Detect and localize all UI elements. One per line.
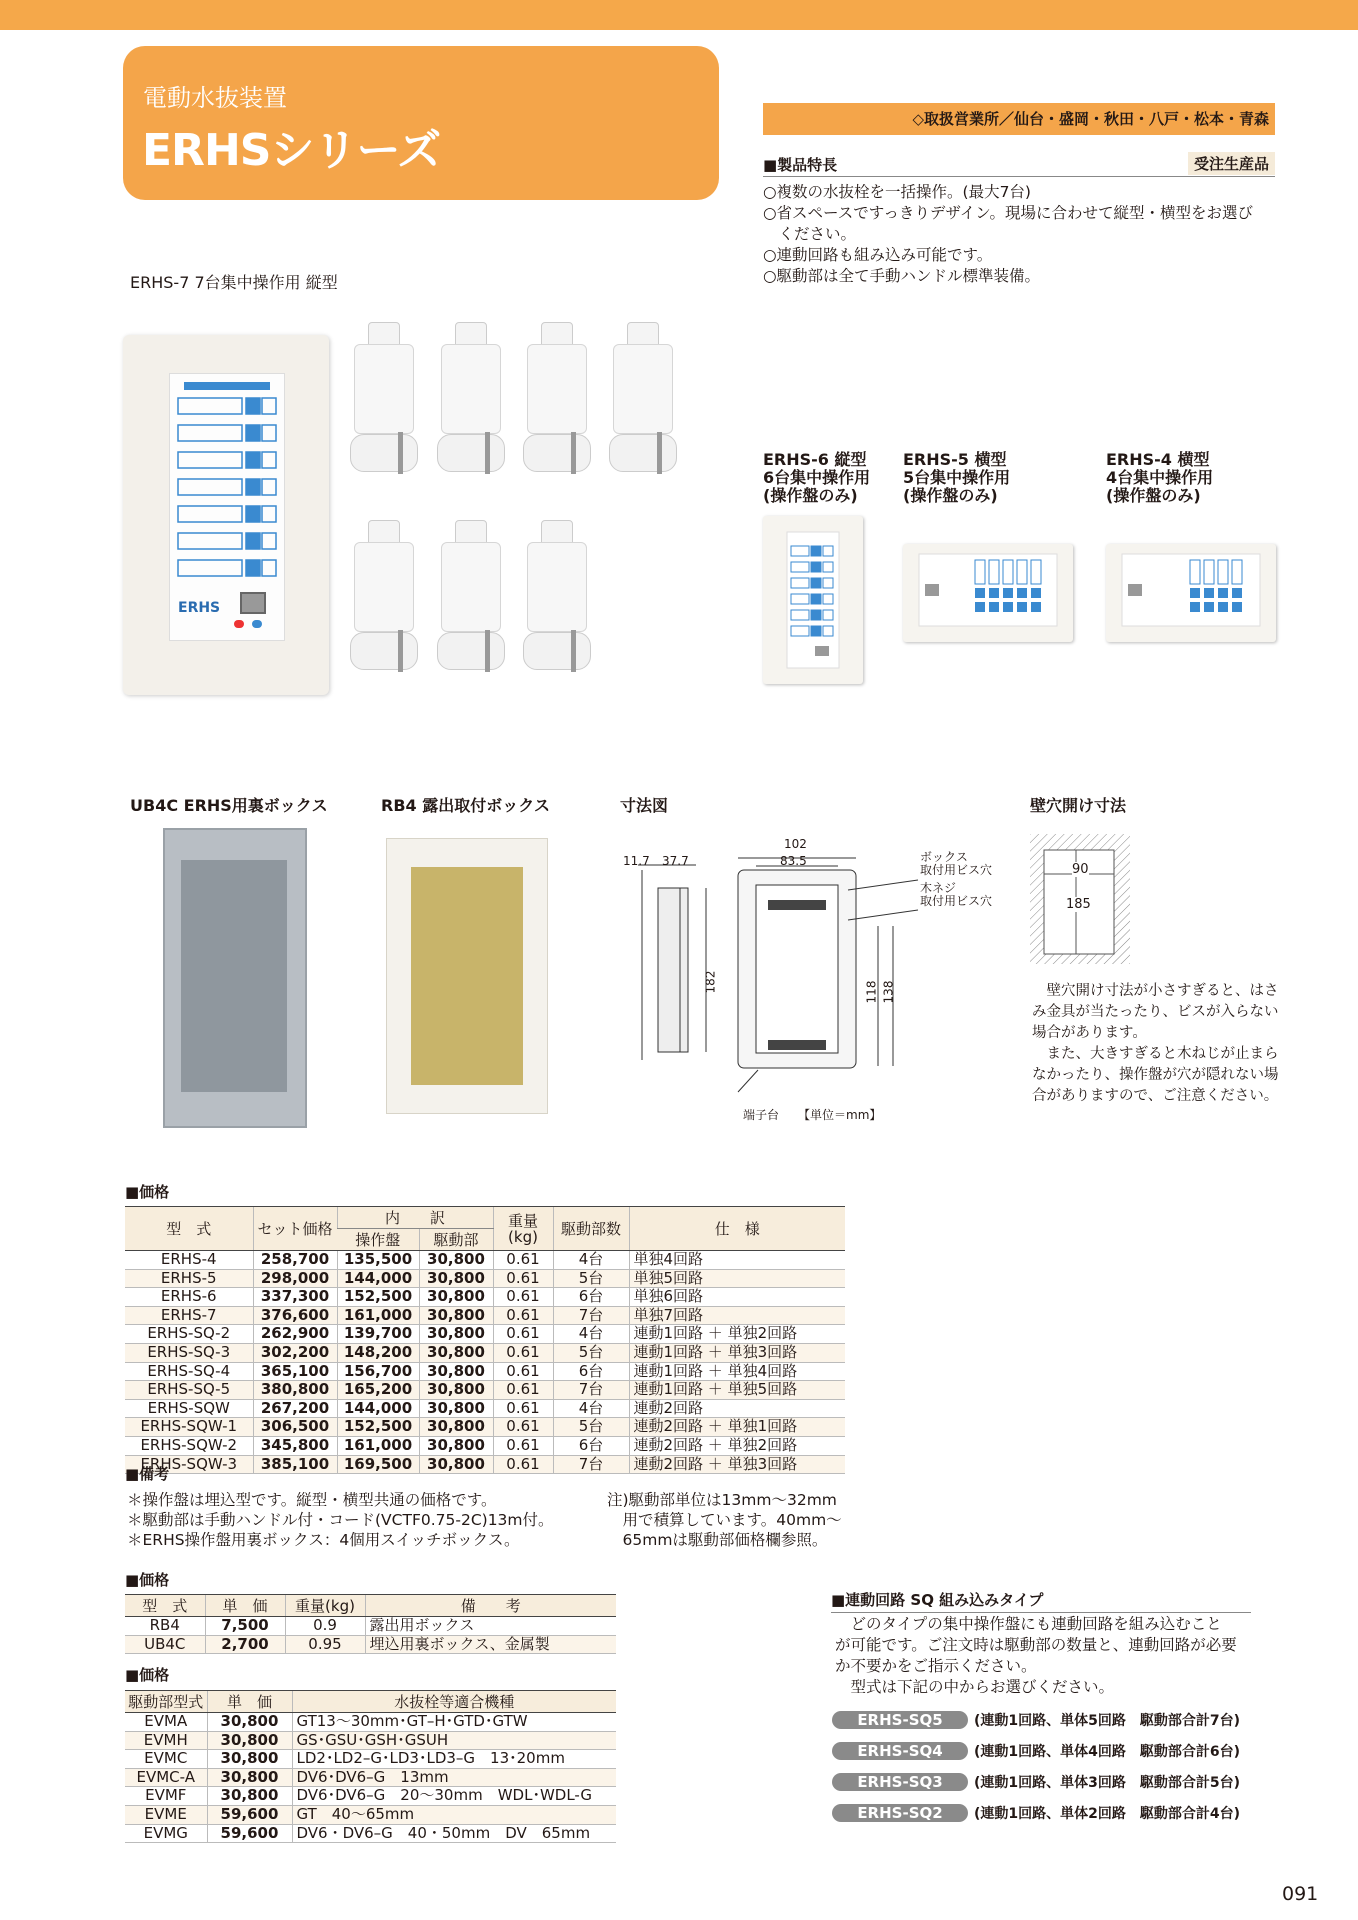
table-cell: 30,800 (419, 1306, 493, 1325)
table-cell: 169,500 (337, 1455, 419, 1474)
table-cell: 0.61 (493, 1306, 553, 1325)
table-row (125, 1399, 845, 1418)
col-breakdown: 内 訳 (337, 1207, 493, 1229)
panel-led-blue (252, 620, 262, 628)
features-list (763, 182, 1278, 287)
ub4c-box-image (163, 828, 307, 1128)
table-cell: 連動1回路 ＋ 単独3回路 (629, 1343, 845, 1362)
table-cell: 5台 (553, 1269, 629, 1288)
price-table-main (125, 1206, 845, 1474)
table-cell: ERHS-SQ-2 (125, 1325, 253, 1344)
unit-label: 【単位＝mm】 (798, 1108, 882, 1122)
table-cell: 30,800 (207, 1787, 292, 1806)
col-spec: 仕 様 (629, 1207, 845, 1251)
erhs4-caption: ERHS-4 横型 4台集中操作用 (操作盤のみ) (1106, 450, 1214, 505)
sq-type-row: ERHS-SQ5 (連動1回路、単体5回路 駆動部合計7台) (832, 1710, 1240, 1730)
table-cell: 30,800 (419, 1269, 493, 1288)
dimension-caption: 寸法図 (620, 796, 669, 815)
drive-unit-image (350, 322, 416, 487)
table-cell: 6台 (553, 1436, 629, 1455)
panel-header-strip (184, 382, 270, 390)
dim-118: 118 (864, 980, 879, 1004)
table-cell: 0.61 (493, 1251, 553, 1270)
sq-type-row: ERHS-SQ4 (連動1回路、単体4回路 駆動部合計6台) (832, 1741, 1240, 1761)
rb4-caption: RB4 露出取付ボックス (381, 796, 551, 815)
table-cell: 376,600 (253, 1306, 337, 1325)
erhs6-panel-image (763, 516, 863, 684)
table-cell: 161,000 (337, 1436, 419, 1455)
col-note: 備 考 (365, 1595, 616, 1617)
table-cell: 30,800 (207, 1750, 292, 1769)
table-cell: DV6･DV6–G 13mm (292, 1768, 616, 1787)
table-cell: 5台 (553, 1418, 629, 1437)
table-cell: 144,000 (337, 1399, 419, 1418)
table-cell: 30,800 (419, 1362, 493, 1381)
table-row (125, 1362, 845, 1381)
table-cell: 30,800 (207, 1713, 292, 1732)
table-cell: ERHS-SQW-3 (125, 1455, 253, 1474)
table-cell: EVMH (125, 1731, 207, 1750)
table-cell: ERHS-5 (125, 1269, 253, 1288)
table-cell: 埋込用裏ボックス、金属製 (365, 1635, 616, 1654)
wall-width: 90 (1072, 862, 1089, 877)
panel-logo: ERHS (178, 600, 221, 616)
table-cell: 0.61 (493, 1269, 553, 1288)
table-cell: 露出用ボックス (365, 1617, 616, 1636)
made-to-order-badge: 受注生産品 (1188, 152, 1275, 175)
sq-type-list (832, 1710, 1240, 1823)
col-drive-price: 駆動部 (419, 1229, 493, 1251)
drive-unit-image (523, 520, 589, 685)
col-drive-model: 駆動部型式 (125, 1691, 207, 1713)
feature-item: ○連動回路も組み込み可能です。 (763, 246, 993, 264)
feature-item: ○省スペースですっきりデザイン。現場に合わせて縦型・横型をお選び (763, 204, 1253, 222)
table-cell: 連動2回路 ＋ 単独1回路 (629, 1418, 845, 1437)
table-cell: ERHS-4 (125, 1251, 253, 1270)
remarks-heading: ■備考 (125, 1465, 170, 1483)
table-cell: 144,000 (337, 1269, 419, 1288)
table-cell: 0.61 (493, 1288, 553, 1307)
drive-unit-image (523, 322, 589, 487)
ub4c-caption: UB4C ERHS用裏ボックス (130, 796, 328, 815)
erhs5-caption: ERHS-5 横型 5台集中操作用 (操作盤のみ) (903, 450, 1011, 505)
table-cell: 337,300 (253, 1288, 337, 1307)
table-cell: GT13〜30mm･GT–H･GTD･GTW (292, 1713, 616, 1732)
table-row (125, 1381, 845, 1400)
sq-type-row: ERHS-SQ2 (連動1回路、単体2回路 駆動部合計4台) (832, 1803, 1240, 1823)
table-cell: ERHS-SQ-4 (125, 1362, 253, 1381)
table-cell: ERHS-SQ-5 (125, 1381, 253, 1400)
table-cell: 単独7回路 (629, 1306, 845, 1325)
panel-switch-rows (176, 396, 278, 586)
table-cell: 30,800 (419, 1343, 493, 1362)
drive-unit-image (350, 520, 416, 685)
col-model: 型 式 (125, 1595, 205, 1617)
table-cell: 59,600 (207, 1824, 292, 1843)
table-row (125, 1288, 845, 1307)
table-cell: 267,200 (253, 1399, 337, 1418)
price-table-boxes (125, 1594, 616, 1654)
table-row (125, 1750, 616, 1769)
panel-led-red (234, 620, 244, 628)
table-cell: 30,800 (419, 1381, 493, 1400)
table-cell: 2,700 (205, 1635, 285, 1654)
table-cell: ERHS-SQW-2 (125, 1436, 253, 1455)
panel-power-switch (240, 592, 266, 614)
col-set-price: セット価格 (253, 1207, 337, 1251)
col-price: 単 価 (207, 1691, 292, 1713)
table-row (125, 1768, 616, 1787)
table-cell: ERHS-SQW (125, 1399, 253, 1418)
table-cell: 345,800 (253, 1436, 337, 1455)
table-cell: EVMC (125, 1750, 207, 1769)
table-cell: EVMA (125, 1713, 207, 1732)
table-cell: 302,200 (253, 1343, 337, 1362)
remarks-left: ＊操作盤は埋込型です。縦型・横型共通の価格です。 ＊駆動部は手動ハンドル付・コード(VCTF0.75-2C)13m付。 ＊ERHS操作盤用裏ボックス：4個用スイッチボックス。 (127, 1491, 554, 1549)
wall-hole-note: 壁穴開け寸法が小さすぎると、はさ み金具が当たったり、ビスが入らない 場合があります。 また、大きすぎると木ねじが止まら なかったり、操作盤が穴が隠れない場 合がありますので、ご注意ください。 (1032, 983, 1279, 1104)
table-cell: 0.61 (493, 1343, 553, 1362)
top-accent-bar (0, 0, 1358, 30)
features-heading-row (763, 152, 1275, 177)
dim-102: 102 (784, 837, 807, 851)
table-cell: EVMG (125, 1824, 207, 1843)
table-cell: UB4C (125, 1635, 205, 1654)
table-cell: 258,700 (253, 1251, 337, 1270)
erhs4-panel-image (1106, 544, 1276, 642)
dim-182: 182 (703, 970, 718, 994)
table-cell: 30,800 (207, 1731, 292, 1750)
sq-heading: ■連動回路 SQ 組み込みタイプ (831, 1589, 1251, 1613)
erhs6-caption: ERHS-6 縦型 6台集中操作用 (操作盤のみ) (763, 450, 871, 505)
table-row (125, 1325, 845, 1344)
remarks-right: 注)駆動部単位は13mm〜32mm 用で積算しています。40mm〜 65mmは駆動部価格欄参照。 (607, 1491, 842, 1549)
price1-heading: ■価格 (125, 1183, 170, 1201)
dim-83-5: 83.5 (780, 854, 807, 868)
table-cell: 152,500 (337, 1418, 419, 1437)
table-cell: 7台 (553, 1455, 629, 1474)
table-cell: 4台 (553, 1325, 629, 1344)
drive-unit-image (609, 322, 675, 487)
table-row (125, 1635, 616, 1654)
table-cell: 30,800 (419, 1288, 493, 1307)
table-cell: 0.61 (493, 1325, 553, 1344)
table-cell: GT 40〜65mm (292, 1805, 616, 1824)
table-row (125, 1269, 845, 1288)
feature-item: ○駆動部は全て手動ハンドル標準装備。 (763, 267, 1041, 285)
col-weight: 重量(kg) (285, 1595, 365, 1617)
table-cell: 6台 (553, 1362, 629, 1381)
table-cell: 連動2回路 ＋ 単独2回路 (629, 1436, 845, 1455)
table-cell: 30,800 (419, 1399, 493, 1418)
table-cell: 0.61 (493, 1436, 553, 1455)
table-cell: 30,800 (419, 1418, 493, 1437)
col-fit-models: 水抜栓等適合機種 (292, 1691, 616, 1713)
table-row (125, 1617, 616, 1636)
sq-type-row: ERHS-SQ3 (連動1回路、単体3回路 駆動部合計5台) (832, 1772, 1240, 1792)
table-cell: 156,700 (337, 1362, 419, 1381)
table-cell: 連動2回路 ＋ 単独3回路 (629, 1455, 845, 1474)
table-cell: 連動2回路 (629, 1399, 845, 1418)
drive-unit-image (437, 520, 503, 685)
table-row (125, 1306, 845, 1325)
col-drive-count: 駆動部数 (553, 1207, 629, 1251)
table-cell: 59,600 (207, 1805, 292, 1824)
table-cell: EVMF (125, 1787, 207, 1806)
table-cell: 380,800 (253, 1381, 337, 1400)
series-title: ERHSシリーズ (142, 125, 441, 176)
wall-height: 185 (1066, 897, 1091, 912)
table-row (125, 1713, 616, 1732)
erhs7-caption: ERHS-7 7台集中操作用 縦型 (130, 273, 338, 292)
table-cell: ERHS-SQ-3 (125, 1343, 253, 1362)
dim-138: 138 (881, 980, 896, 1004)
box-hole-label: ボックス 取付用ビス穴 (920, 850, 993, 877)
table-cell: ERHS-7 (125, 1306, 253, 1325)
table-cell: 385,100 (253, 1455, 337, 1474)
table-cell: 30,800 (419, 1251, 493, 1270)
page-number: 091 (1282, 1883, 1319, 1905)
table-cell: 139,700 (337, 1325, 419, 1344)
table-cell: 4台 (553, 1399, 629, 1418)
price2-heading: ■価格 (125, 1571, 170, 1589)
sq-description: どのタイプの集中操作盤にも連動回路を組み込むこと が可能です。ご注文時は駆動部の数量と、連動回路が必要 か不要かをご指示ください。 型式は下記の中からお選びください。 (835, 1615, 1237, 1696)
table-cell: ERHS-SQW-1 (125, 1418, 253, 1437)
table-cell: LD2･LD2–G･LD3･LD3–G 13･20mm (292, 1750, 616, 1769)
table-cell: 7台 (553, 1381, 629, 1400)
table-row (125, 1787, 616, 1806)
table-cell: 30,800 (207, 1768, 292, 1787)
dim-37-7: 37.7 (662, 854, 689, 868)
table-cell: 6台 (553, 1288, 629, 1307)
table-cell: 365,100 (253, 1362, 337, 1381)
table-cell: 7,500 (205, 1617, 285, 1636)
table-cell: 135,500 (337, 1251, 419, 1270)
erhs5-panel-image (903, 544, 1073, 642)
table-cell: 0.95 (285, 1635, 365, 1654)
table-cell: 306,500 (253, 1418, 337, 1437)
table-row (125, 1455, 845, 1474)
wall-hole-caption: 壁穴開け寸法 (1030, 796, 1127, 815)
table-cell: 262,900 (253, 1325, 337, 1344)
table-cell: DV6･DV6–G 20〜30mm WDL･WDL-G (292, 1787, 616, 1806)
price3-heading: ■価格 (125, 1666, 170, 1684)
table-cell: 148,200 (337, 1343, 419, 1362)
col-model: 型 式 (125, 1207, 253, 1251)
table-cell: 4台 (553, 1251, 629, 1270)
table-cell: 0.61 (493, 1399, 553, 1418)
table-cell: 0.9 (285, 1617, 365, 1636)
col-weight: 重量 (kg) (493, 1207, 553, 1251)
feature-item: ください。 (763, 225, 857, 243)
table-cell: 連動1回路 ＋ 単独4回路 (629, 1362, 845, 1381)
table-cell: 連動1回路 ＋ 単独5回路 (629, 1381, 845, 1400)
table-row (125, 1251, 845, 1270)
table-cell: DV6・DV6–G 40・50mm DV 65mm (292, 1824, 616, 1843)
table-cell: RB4 (125, 1617, 205, 1636)
rb4-box-image (386, 838, 548, 1114)
table-row (125, 1824, 616, 1843)
table-cell: 30,800 (419, 1455, 493, 1474)
table-cell: 165,200 (337, 1381, 419, 1400)
table-cell: 単独5回路 (629, 1269, 845, 1288)
table-cell: 30,800 (419, 1325, 493, 1344)
table-cell: 0.61 (493, 1362, 553, 1381)
table-cell: 161,000 (337, 1306, 419, 1325)
table-row (125, 1436, 845, 1455)
table-cell: 単独6回路 (629, 1288, 845, 1307)
table-cell: 30,800 (419, 1436, 493, 1455)
dim-11-7: 11.7 (623, 854, 650, 868)
drive-unit-image (437, 322, 503, 487)
table-cell: 連動1回路 ＋ 単独2回路 (629, 1325, 845, 1344)
table-cell: 298,000 (253, 1269, 337, 1288)
table-cell: GS･GSU･GSH･GSUH (292, 1731, 616, 1750)
table-row (125, 1731, 616, 1750)
table-cell: 5台 (553, 1343, 629, 1362)
col-price: 単 価 (205, 1595, 285, 1617)
table-cell: EVME (125, 1805, 207, 1824)
series-subtitle: 電動水抜装置 (143, 84, 287, 112)
table-cell: ERHS-6 (125, 1288, 253, 1307)
table-cell: 0.61 (493, 1455, 553, 1474)
price-table-drives (125, 1690, 616, 1843)
terminal-label: 端子台 (743, 1108, 780, 1122)
table-cell: 152,500 (337, 1288, 419, 1307)
feature-item: ○複数の水抜栓を一括操作。(最大7台) (763, 183, 1031, 201)
table-cell: EVMC-A (125, 1768, 207, 1787)
sales-offices: ◇取扱営業所／仙台・盛岡・秋田・八戸・松本・青森 (763, 103, 1275, 135)
table-row (125, 1805, 616, 1824)
features-heading: ■製品特長 (763, 156, 838, 174)
screw-hole-label: 木ネジ 取付用ビス穴 (920, 881, 993, 908)
table-cell: 0.61 (493, 1381, 553, 1400)
erhs7-panel-image (123, 335, 329, 695)
table-cell: 単独4回路 (629, 1251, 845, 1270)
table-row (125, 1418, 845, 1437)
panel-face (169, 373, 285, 641)
col-panel-price: 操作盤 (337, 1229, 419, 1251)
table-row (125, 1343, 845, 1362)
table-cell: 7台 (553, 1306, 629, 1325)
table-cell: 0.61 (493, 1418, 553, 1437)
